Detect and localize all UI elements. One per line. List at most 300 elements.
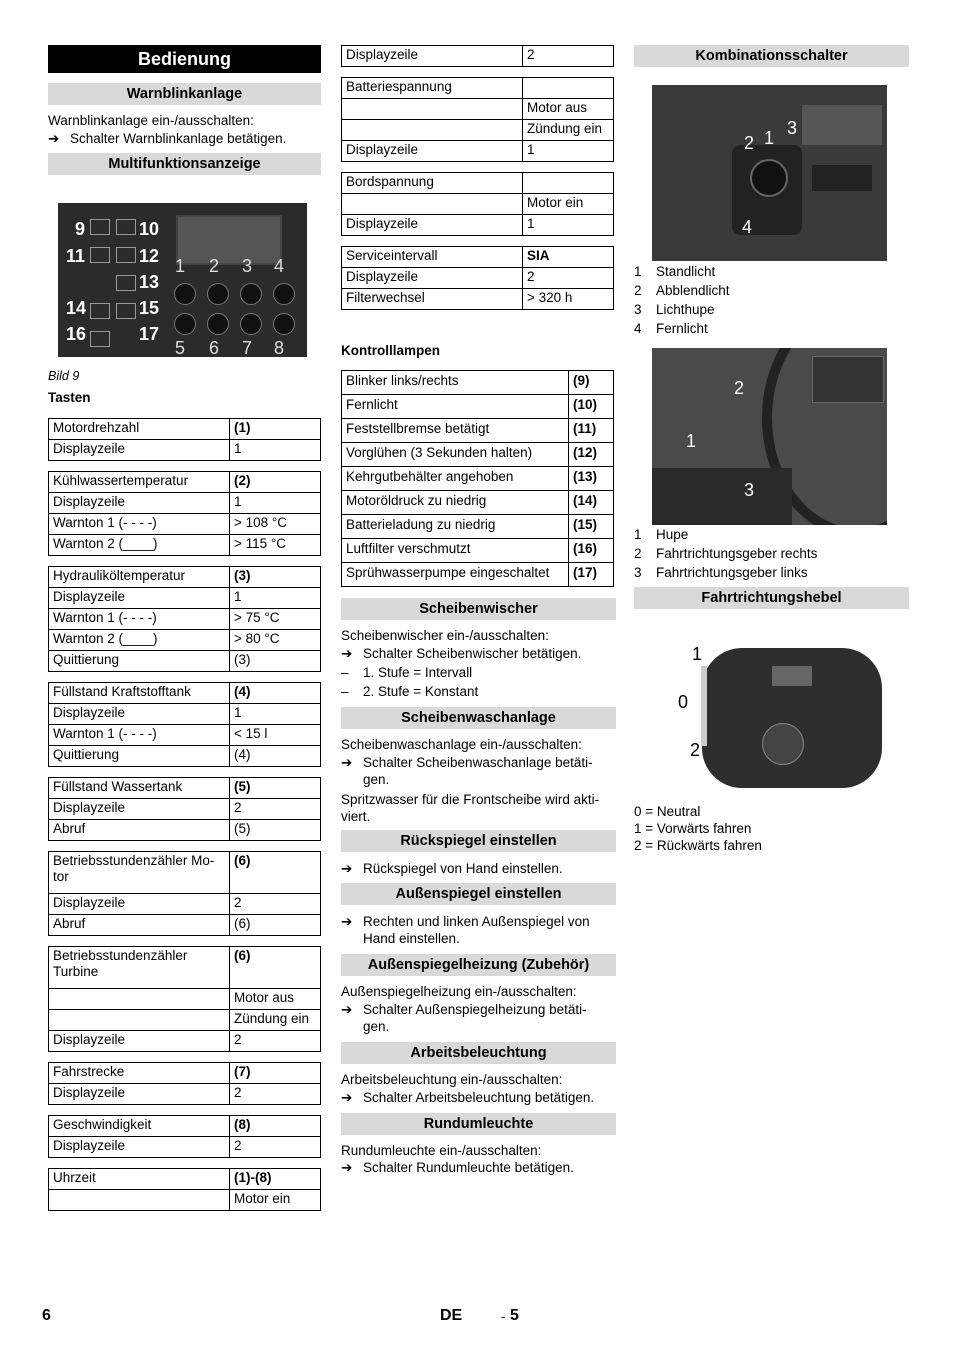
table-cell-label: Displayzeile — [49, 1137, 230, 1158]
table-cell-value: (5) — [230, 820, 321, 841]
data-table — [48, 1115, 321, 1158]
fahr-legend — [634, 803, 762, 854]
data-table — [341, 172, 614, 236]
table-row — [49, 778, 321, 799]
table-row — [342, 120, 614, 141]
table-cell-label: Fahrstrecke — [49, 1063, 230, 1084]
table-cell-label: Kühlwassertemperatur — [49, 472, 230, 493]
panel-display — [176, 215, 282, 265]
table-cell-value: 2 — [230, 799, 321, 820]
warn-text: Warnblinkanlage ein-/ausschalten: — [48, 113, 254, 128]
table-row — [49, 1190, 321, 1211]
heading-fahrtrichtungshebel: Fahrtrichtungshebel — [634, 587, 909, 609]
lamp-indicator-icon — [116, 303, 136, 319]
table-row — [49, 493, 321, 514]
table-cell-label: Fernlicht — [342, 395, 569, 419]
aussen-step-line: Rechten und linken Außenspiegel von — [363, 914, 590, 929]
heiz-step-line: Schalter Außenspiegelheizung betäti- — [363, 1002, 587, 1017]
table-cell-label: Blinker links/rechts — [342, 371, 569, 395]
table-row — [342, 215, 614, 236]
table-cell-label: Warnton 2 (____) — [49, 630, 230, 651]
dashboard-part — [802, 105, 882, 145]
arbeit-step-text: Schalter Arbeitsbeleuchtung betätigen. — [363, 1090, 595, 1105]
fahr-fig-label: 2 — [690, 740, 701, 760]
table-cell-label: Displayzeile — [342, 215, 523, 236]
table-cell-label: Motoröldruck zu niedrig — [342, 491, 569, 515]
legend-number: 1 — [634, 264, 642, 279]
table-cell-label — [49, 989, 230, 1010]
table-row — [342, 419, 614, 443]
table-row — [342, 173, 614, 194]
panel-label: 17 — [139, 324, 160, 344]
table-row — [49, 1010, 321, 1031]
panel-label: 13 — [139, 272, 160, 292]
table-cell-value: (6) — [230, 915, 321, 936]
lamp-indicator-icon — [116, 247, 136, 263]
panel-button — [207, 283, 229, 305]
panel-digit: 4 — [274, 256, 285, 276]
arbeit-text: Arbeitsbeleuchtung ein-/ausschalten: — [341, 1072, 563, 1087]
table-cell-value: < 15 l — [230, 725, 321, 746]
table-cell-value: Zündung ein — [230, 1010, 321, 1031]
panel-label: 14 — [66, 298, 87, 318]
lamp-indicator-icon — [90, 219, 110, 235]
legend-number: 2 — [634, 283, 642, 298]
arrow-right-icon: ➔ — [341, 861, 353, 876]
rund-text: Rundumleuchte ein-/ausschalten: — [341, 1143, 542, 1158]
table-cell-label: Bordspannung — [342, 173, 523, 194]
table-cell-value: (1)-(8) — [230, 1169, 321, 1190]
fahr-fig-label: 0 — [678, 692, 689, 712]
rueck-step-text: Rückspiegel von Hand einstellen. — [363, 861, 563, 876]
dash-icon: – — [341, 665, 349, 680]
table-row — [49, 683, 321, 704]
arrow-right-icon: ➔ — [341, 755, 353, 770]
panel-label: 15 — [139, 298, 160, 318]
kontrolllampen-heading: Kontrolllampen — [341, 343, 441, 358]
table-cell-value: 1 — [230, 588, 321, 609]
table-cell-value: > 320 h — [523, 289, 614, 310]
table-cell-value: 1 — [230, 704, 321, 725]
data-table — [341, 370, 614, 587]
hupe-photo — [652, 348, 887, 525]
panel-label: 9 — [75, 219, 86, 239]
arrow-right-icon: ➔ — [341, 646, 353, 661]
table-cell-label: Füllstand Wassertank — [49, 778, 230, 799]
table-cell-label: Displayzeile — [49, 1084, 230, 1105]
table-row — [49, 567, 321, 588]
wischer-option — [341, 664, 472, 682]
wasch-note-line: viert. — [341, 809, 371, 824]
wischer-option-text: 2. Stufe = Konstant — [363, 684, 479, 699]
table-cell-label: Warnton 1 (- - - -) — [49, 514, 230, 535]
table-cell-value: (13) — [569, 467, 614, 491]
rund-step — [341, 1159, 616, 1176]
legend-item — [634, 563, 817, 582]
table-row — [342, 268, 614, 289]
table-cell-value: (12) — [569, 443, 614, 467]
aussen-step-line: Hand einstellen. — [363, 931, 460, 946]
table-cell-value: > 115 °C — [230, 535, 321, 556]
table-row — [342, 194, 614, 215]
wasch-step-line: Schalter Scheibenwaschanlage betäti- — [363, 755, 593, 770]
table-row — [342, 46, 614, 67]
table-row — [342, 141, 614, 162]
legend-label: Abblendlicht — [656, 283, 730, 298]
table-cell-value: 2 — [523, 268, 614, 289]
table-row — [49, 535, 321, 556]
lamp-indicator-icon — [90, 331, 110, 347]
table-cell-value: Zündung ein — [523, 120, 614, 141]
table-cell-value: (16) — [569, 539, 614, 563]
table-cell-label: Displayzeile — [49, 1031, 230, 1052]
info-tables — [341, 45, 614, 320]
rueck-step — [341, 860, 616, 877]
data-table — [48, 946, 321, 1052]
table-row — [49, 894, 321, 915]
heiz-step-text — [363, 1001, 587, 1035]
fahr-line: 1 = Vorwärts fahren — [634, 821, 752, 836]
panel-digit: 2 — [209, 256, 220, 276]
table-cell-value: > 75 °C — [230, 609, 321, 630]
panel-digit: 7 — [242, 338, 253, 357]
table-row — [49, 704, 321, 725]
data-table — [48, 682, 321, 767]
panel-digit: 1 — [175, 256, 186, 276]
heading-rundumleuchte: Rundumleuchte — [341, 1113, 616, 1135]
table-cell-label: Warnton 1 (- - - -) — [49, 725, 230, 746]
table-cell-value: (14) — [569, 491, 614, 515]
heading-rueckspiegel: Rückspiegel einstellen — [341, 830, 616, 852]
table-cell-label: Motordrehzahl — [49, 419, 230, 440]
table-cell-label: Füllstand Kraftstofftank — [49, 683, 230, 704]
table-cell-value: (3) — [230, 567, 321, 588]
kombi-legend — [634, 262, 730, 338]
data-table — [48, 566, 321, 672]
panel-label: 16 — [66, 324, 87, 344]
table-row — [49, 630, 321, 651]
table-cell-label: Hydrauliköltemperatur — [49, 567, 230, 588]
heading-multifunktionsanzeige: Multifunktionsanzeige — [48, 153, 321, 175]
legend-number: 3 — [634, 302, 642, 317]
table-cell-value: (9) — [569, 371, 614, 395]
lamp-indicator-icon — [116, 275, 136, 291]
table-cell-label: Displayzeile — [49, 440, 230, 461]
dash-icon: – — [341, 684, 349, 699]
panel-button-grid — [170, 281, 300, 345]
table-cell-value: > 80 °C — [230, 630, 321, 651]
heading-scheibenwaschanlage: Scheibenwaschanlage — [341, 707, 616, 729]
table-cell-label: Abruf — [49, 820, 230, 841]
table-cell-value — [523, 78, 614, 99]
table-row — [342, 247, 614, 268]
arrow-right-icon: ➔ — [341, 1090, 353, 1105]
legend-label: Fernlicht — [656, 321, 708, 336]
heading-scheibenwischer: Scheibenwischer — [341, 598, 616, 620]
table-cell-label: Serviceintervall — [342, 247, 523, 268]
table-row — [49, 915, 321, 936]
table-cell-label: Geschwindigkeit — [49, 1116, 230, 1137]
panel-button-kmh — [273, 313, 295, 335]
switch-block — [812, 165, 872, 191]
table-cell-label: Displayzeile — [342, 46, 523, 67]
table-cell-value: (8) — [230, 1116, 321, 1137]
table-cell-value: (7) — [230, 1063, 321, 1084]
fahrtrichtungshebel-figure — [652, 628, 887, 798]
legend-number: 1 — [634, 527, 642, 542]
table-cell-value: (6) — [230, 947, 321, 989]
table-cell-value: (11) — [569, 419, 614, 443]
legend-number: 2 — [634, 546, 642, 561]
table-cell-value: (5) — [230, 778, 321, 799]
data-table — [48, 777, 321, 841]
hupe-fig-label: 1 — [686, 431, 697, 451]
table-cell-value: (1) — [230, 419, 321, 440]
table-row — [49, 1137, 321, 1158]
wasch-step — [341, 754, 616, 788]
table-cell-value: 2 — [230, 1031, 321, 1052]
table-cell-label: Sprühwasserpumpe eingeschaltet — [342, 563, 569, 587]
hupe-legend — [634, 525, 817, 582]
panel-digit: 5 — [175, 338, 186, 357]
table-row — [49, 725, 321, 746]
table-cell-label — [342, 194, 523, 215]
data-table — [341, 246, 614, 310]
heading-aussenspiegelheizung: Außenspiegelheizung (Zubehör) — [341, 954, 616, 976]
table-cell-label: Displayzeile — [342, 141, 523, 162]
table-row — [342, 371, 614, 395]
panel-button-km — [240, 313, 262, 335]
panel-digit: 6 — [209, 338, 220, 357]
table-row — [342, 539, 614, 563]
table-row — [49, 419, 321, 440]
legend-label: Standlicht — [656, 264, 716, 279]
lever-arrow — [701, 666, 707, 746]
kombi-fig-label: 1 — [764, 128, 775, 148]
table-cell-value: 1 — [230, 493, 321, 514]
legend-item — [634, 300, 730, 319]
table-cell-value: > 108 °C — [230, 514, 321, 535]
panel-digit: 8 — [274, 338, 285, 357]
arrow-right-icon: ➔ — [341, 914, 353, 929]
table-row — [342, 563, 614, 587]
table-cell-value: 1 — [523, 215, 614, 236]
table-cell-value: Motor ein — [523, 194, 614, 215]
table-cell-value: 2 — [230, 894, 321, 915]
section-title-bedienung: Bedienung — [48, 45, 321, 73]
table-cell-value: (6) — [230, 852, 321, 894]
table-row — [49, 947, 321, 989]
data-table — [48, 1062, 321, 1105]
lamp-indicator-icon — [116, 219, 136, 235]
fahr-fig-label: 1 — [692, 644, 703, 664]
figure-caption: Bild 9 — [48, 369, 80, 383]
aussen-step — [341, 913, 616, 947]
console-center — [762, 723, 804, 765]
table-cell-label: Quittierung — [49, 651, 230, 672]
table-row — [49, 609, 321, 630]
panel-button — [240, 283, 262, 305]
table-row — [49, 1169, 321, 1190]
table-row — [49, 1031, 321, 1052]
wischer-text: Scheibenwischer ein-/ausschalten: — [341, 628, 549, 643]
table-cell-value: (4) — [230, 683, 321, 704]
legend-label: Fahrtrichtungsgeber links — [656, 565, 808, 580]
tasten-heading: Tasten — [48, 390, 91, 405]
page-sub-number: 5 — [510, 1307, 519, 1324]
panel-button — [207, 313, 229, 335]
table-cell-label: Warnton 2 (____) — [49, 535, 230, 556]
table-cell-value: Motor aus — [230, 989, 321, 1010]
table-cell-label: Batteriespannung — [342, 78, 523, 99]
table-cell-label: Displayzeile — [342, 268, 523, 289]
table-row — [49, 651, 321, 672]
table-cell-value: Motor ein — [230, 1190, 321, 1211]
table-cell-label: Uhrzeit — [49, 1169, 230, 1190]
table-cell-value: 2 — [230, 1084, 321, 1105]
heiz-step — [341, 1001, 616, 1035]
multifunction-panel-figure — [58, 203, 307, 357]
table-cell-label: Luftfilter verschmutzt — [342, 539, 569, 563]
table-row — [49, 852, 321, 894]
lamp-indicator-icon — [90, 303, 110, 319]
lever-knob — [750, 159, 788, 197]
table-cell-label: Displayzeile — [49, 799, 230, 820]
wischer-option-text: 1. Stufe = Intervall — [363, 665, 473, 680]
wasch-note-line: Spritzwasser für die Frontscheibe wird akti- — [341, 792, 600, 807]
hupe-fig-label: 2 — [734, 378, 745, 398]
panel-button — [174, 283, 196, 305]
rund-step-text: Schalter Rundumleuchte betätigen. — [363, 1160, 574, 1175]
table-row — [342, 443, 614, 467]
heading-aussenspiegel: Außenspiegel einstellen — [341, 883, 616, 905]
table-row — [49, 472, 321, 493]
legend-item — [634, 262, 730, 281]
table-cell-label — [342, 99, 523, 120]
table-row — [342, 515, 614, 539]
table-row — [342, 395, 614, 419]
table-cell-label: Displayzeile — [49, 704, 230, 725]
wasch-note — [341, 791, 616, 825]
kontrolllampen-table — [341, 370, 614, 587]
wischer-step-text: Schalter Scheibenwischer betätigen. — [363, 646, 582, 661]
heading-warnblinkanlage: Warnblinkanlage — [48, 83, 321, 105]
lamp-indicator-icon — [90, 247, 110, 263]
table-row — [49, 1063, 321, 1084]
table-cell-label — [342, 120, 523, 141]
data-table — [341, 77, 614, 162]
table-cell-label: Filterwechsel — [342, 289, 523, 310]
table-row — [49, 989, 321, 1010]
table-row — [342, 289, 614, 310]
table-cell-label: Warnton 1 (- - - -) — [49, 609, 230, 630]
table-cell-label: Displayzeile — [49, 894, 230, 915]
table-cell-value: 1 — [230, 440, 321, 461]
wasch-step-text — [363, 754, 593, 788]
heading-kombinationsschalter: Kombinationsschalter — [634, 45, 909, 67]
kombischalter-photo — [652, 85, 887, 261]
warn-step — [48, 130, 321, 147]
table-cell-label: Vorglühen (3 Sekunden halten) — [342, 443, 569, 467]
data-table — [48, 851, 321, 936]
legend-label: Fahrtrichtungsgeber rechts — [656, 546, 818, 561]
panel-label: 12 — [139, 246, 160, 266]
table-cell-label: Quittierung — [49, 746, 230, 767]
legend-number: 3 — [634, 565, 642, 580]
table-row — [342, 491, 614, 515]
tasten-tables — [48, 418, 321, 1221]
table-row — [342, 467, 614, 491]
kombi-fig-label: 2 — [744, 133, 755, 153]
wasch-step-line: gen. — [363, 772, 390, 787]
table-cell-value: (2) — [230, 472, 321, 493]
legend-item — [634, 281, 730, 300]
table-row — [49, 440, 321, 461]
table-row — [49, 514, 321, 535]
legend-number: 4 — [634, 321, 642, 336]
dash-panel — [812, 356, 884, 403]
arrow-right-icon: ➔ — [341, 1002, 353, 1017]
table-cell-label: Betriebsstundenzähler Turbine — [49, 947, 230, 989]
panel-button — [273, 283, 295, 305]
page-number: 6 — [42, 1307, 51, 1324]
fahr-line: 0 = Neutral — [634, 804, 701, 819]
table-cell-value: (17) — [569, 563, 614, 587]
table-cell-label: Betriebsstundenzähler Mo- tor — [49, 852, 230, 894]
heiz-step-line: gen. — [363, 1019, 390, 1034]
arbeit-step — [341, 1089, 616, 1106]
heading-arbeitsbeleuchtung: Arbeitsbeleuchtung — [341, 1042, 616, 1064]
panel-label: 11 — [66, 246, 86, 266]
kombi-fig-label: 4 — [742, 217, 753, 237]
table-cell-label: Abruf — [49, 915, 230, 936]
panel-button — [174, 313, 196, 335]
kombi-fig-label: 3 — [787, 118, 798, 138]
table-cell-value: 2 — [523, 46, 614, 67]
fahr-line: 2 = Rückwärts fahren — [634, 838, 762, 853]
table-cell-label: Displayzeile — [49, 493, 230, 514]
floor-mat — [652, 468, 792, 525]
table-row — [49, 1116, 321, 1137]
wischer-option — [341, 683, 478, 701]
table-cell-label: Kehrgutbehälter angehoben — [342, 467, 569, 491]
table-row — [49, 820, 321, 841]
table-cell-value: 2 — [230, 1137, 321, 1158]
panel-lamp-grid — [88, 217, 138, 347]
language-code: DE — [440, 1307, 463, 1324]
arrow-right-icon: ➔ — [341, 1160, 353, 1175]
data-table — [48, 418, 321, 461]
legend-label: Hupe — [656, 527, 689, 542]
legend-label: Lichthupe — [656, 302, 715, 317]
table-cell-value: (15) — [569, 515, 614, 539]
table-cell-label: Batterieladung zu niedrig — [342, 515, 569, 539]
table-cell-label — [49, 1010, 230, 1031]
hupe-fig-label: 3 — [744, 480, 755, 500]
legend-item — [634, 525, 817, 544]
table-row — [49, 1084, 321, 1105]
table-cell-value: (3) — [230, 651, 321, 672]
data-table — [48, 471, 321, 556]
data-table — [48, 1168, 321, 1211]
table-cell-value: (10) — [569, 395, 614, 419]
legend-item — [634, 544, 817, 563]
data-table — [341, 45, 614, 67]
table-row — [49, 799, 321, 820]
table-row — [49, 746, 321, 767]
panel-digit: 3 — [242, 256, 253, 276]
table-cell-label: Feststellbremse betätigt — [342, 419, 569, 443]
